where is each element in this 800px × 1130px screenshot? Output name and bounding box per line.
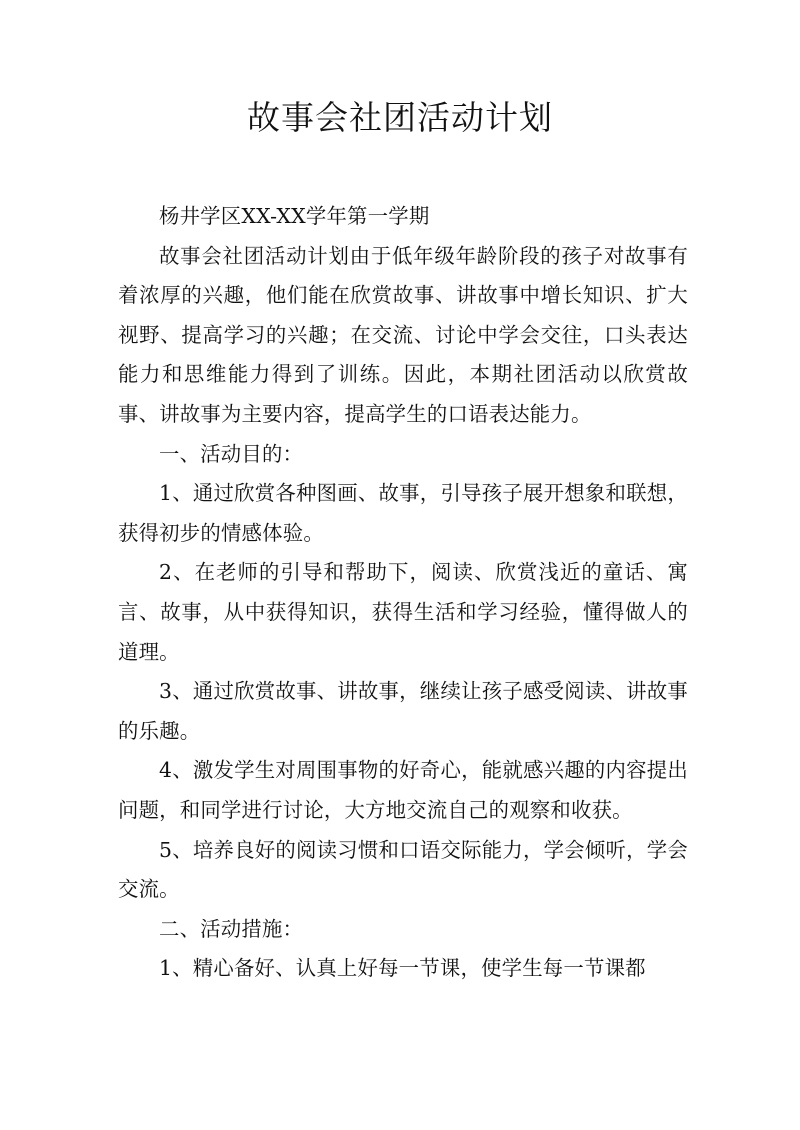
goal-item-5: 5、培养良好的阅读习惯和口语交际能力，学会倾听，学会交流。 bbox=[118, 837, 688, 902]
measure-item-1: 1、精心备好、认真上好每一节课，使学生每一节课都 bbox=[159, 956, 646, 981]
goal-item-2: 2、在老师的引导和帮助下，阅读、欣赏浅近的童话、寓言、故事，从中获得知识，获得生活和学习经验，懂得做人的道理。 bbox=[118, 560, 688, 664]
document-title: 故事会社团活动计划 bbox=[247, 98, 553, 137]
intro-paragraph: 故事会社团活动计划由于低年级年龄阶段的孩子对故事有着浓厚的兴趣，他们能在欣赏故事、讲故事中增长知识、扩大视野、提高学习的兴趣；在交流、讨论中学会交往，口头表达能力和思维能力得到了训练。因此，本期社团活动以欣赏故事、讲故事为主要内容，提高学生的口语表达能力。 bbox=[118, 243, 688, 426]
semester-line: 杨井学区XX-XX学年第一学期 bbox=[159, 204, 430, 228]
goal-item-1: 1、通过欣赏各种图画、故事，引导孩子展开想象和联想，获得初步的情感体验。 bbox=[118, 481, 688, 545]
goal-item-4: 4、激发学生对周围事物的好奇心，能就感兴趣的内容提出问题，和同学进行讨论，大方地交流自己的观察和收获。 bbox=[118, 758, 688, 822]
section-heading-measures: 二、活动措施： bbox=[159, 916, 304, 941]
goal-item-3: 3、通过欣赏故事、讲故事，继续让孩子感受阅读、讲故事的乐趣。 bbox=[118, 679, 688, 743]
document-body bbox=[118, 197, 688, 989]
section-heading-goals: 一、活动目的： bbox=[159, 441, 304, 466]
